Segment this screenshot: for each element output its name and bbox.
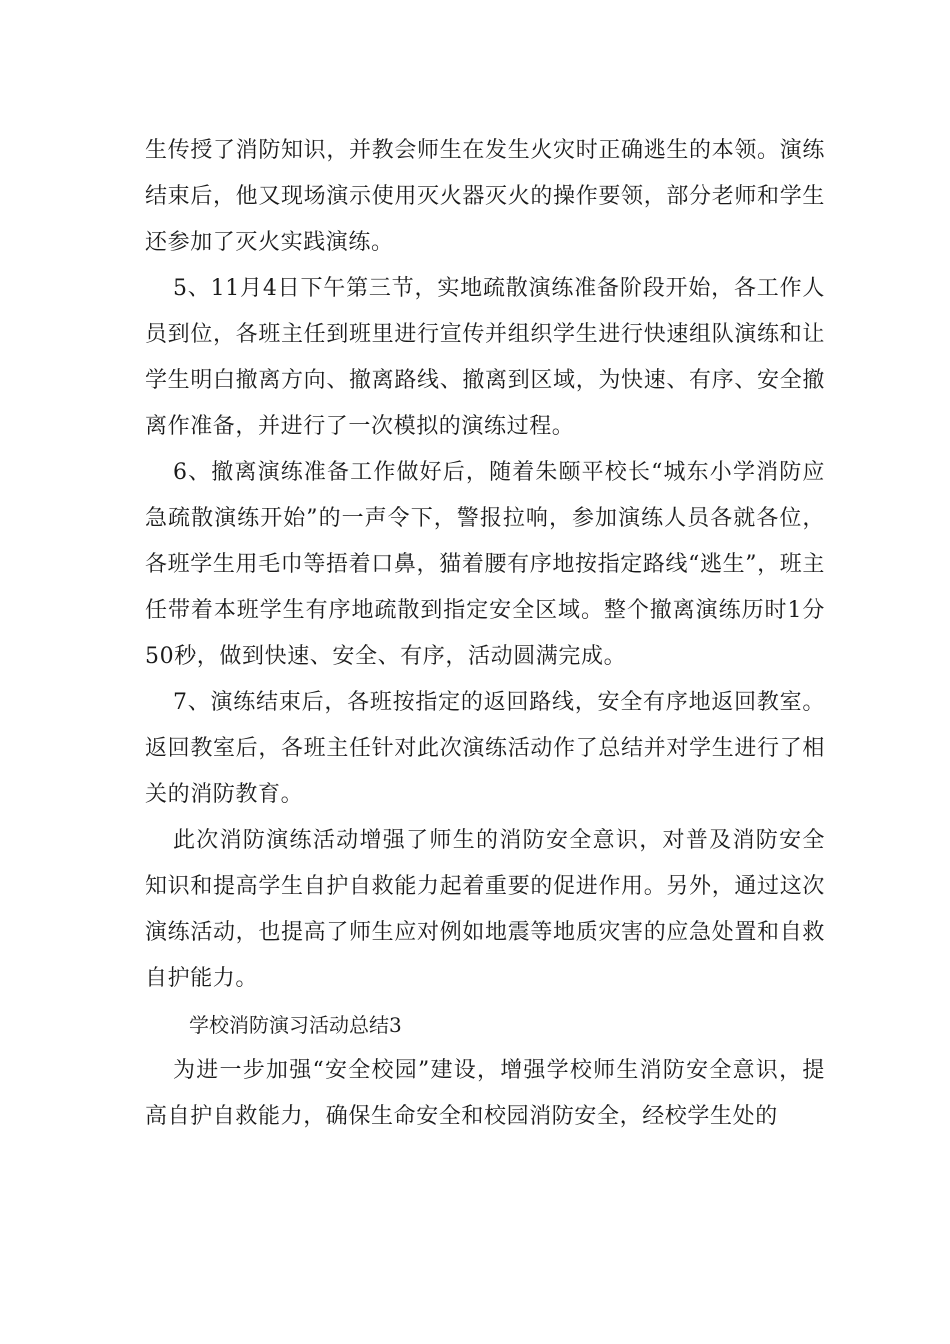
paragraph-item-5: 5、11月4日下午第三节，实地疏散演练准备阶段开始，各工作人员到位，各班主任到班里进行宣传并组织学生进行快速组队演练和让学生明白撤离方向、撤离路线、撤离到区域，为快速、有序、安全撤离作准备，并进行了一次模拟的演练过程。 (145, 276, 825, 439)
paragraph-item-7: 7、演练结束后，各班按指定的返回路线，安全有序地返回教室。返回教室后，各班主任针对此次演练活动作了总结并对学生进行了相关的消防教育。 (145, 690, 825, 807)
paragraph-summary: 此次消防演练活动增强了师生的消防安全意识，对普及消防安全知识和提高学生自护自救能力起着重要的促进作用。另外，通过这次演练活动，也提高了师生应对例如地震等地质灾害的应急处置和自救自护能力。 (145, 828, 825, 991)
document-body (145, 128, 825, 1140)
section-heading: 学校消防演习活动总结3 (189, 1013, 402, 1037)
paragraph-intro: 为进一步加强“安全校园”建设，增强学校师生消防安全意识，提高自护自救能力，确保生命安全和校园消防安全，经校学生处的 (145, 1058, 825, 1129)
paragraph-item-6: 6、撤离演练准备工作做好后，随着朱颐平校长“城东小学消防应急疏散演练开始”的一声令下，警报拉响，参加演练人员各就各位，各班学生用毛巾等捂着口鼻，猫着腰有序地按指定路线“逃生”，班主任带着本班学生有序地疏散到指定安全区域。整个撤离演练历时1分50秒，做到快速、安全、有序，活动圆满完成。 (145, 460, 825, 669)
paragraph-continued: 生传授了消防知识，并教会师生在发生火灾时正确逃生的本领。演练结束后，他又现场演示使用灭火器灭火的操作要领，部分老师和学生还参加了灭火实践演练。 (145, 138, 825, 255)
